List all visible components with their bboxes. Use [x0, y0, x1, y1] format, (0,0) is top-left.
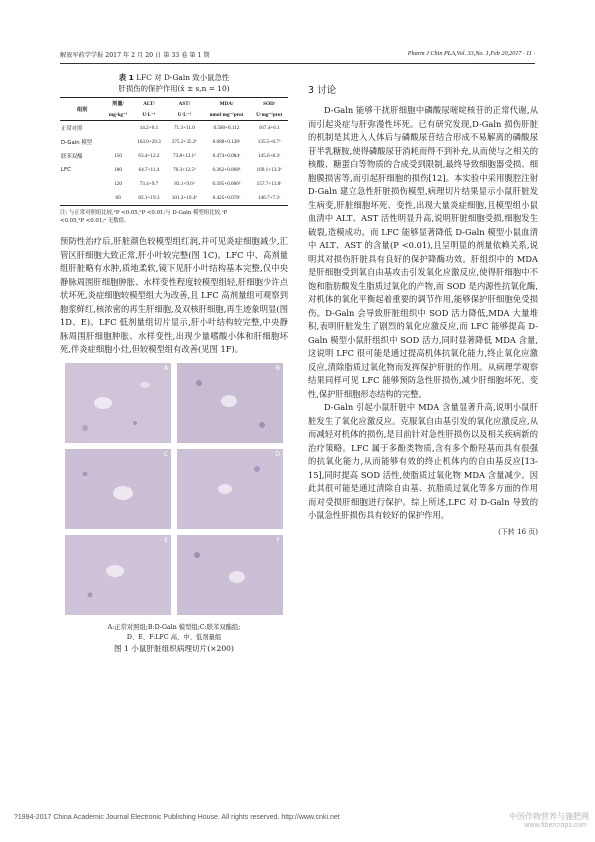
figure-panel-b	[177, 363, 283, 443]
cell-alt: 163.0+29.3	[137, 139, 161, 145]
cell-mda: 0.362+0.068ᵈ	[212, 167, 241, 173]
tissue-texture	[65, 535, 171, 615]
cell-group	[60, 191, 104, 206]
cell-sod: 146.7+7.3ᶜ	[250, 191, 288, 206]
cell-ast: 73.8+13.1ᵈ	[173, 153, 196, 159]
cell-alt: 82.1+19.3	[132, 191, 166, 206]
discussion-paragraph-1: D-Galn 能够干扰肝细胞中磷酸尿嘧啶核苷的正常代谢,从而引起炎症与肝弥漫性坏死。已有研究发现,D-Galn 损伤肝脏的机制是其进入人体后与磷酸尿苷结合形成不易解离的磷酸尿苷半乳糖胺,使得磷酸尿苷消耗而得不到补充,从而使与之相关的核酸、糖蛋白等物质的合成受到限制,最终导致细胞器受损、细胞膜损害等,而引起肝细胞的损伤[12]。本实验中采用腹腔注射 D-Galn 建立急性肝脏损伤模型,病理切片结果显示小鼠肝脏发生病变,肝脏细胞坏死、变性,出现大量炎症细胞,且模型组小鼠血清中 ALT、AST 活性明显升高,说明肝脏细胞受损,细胞发生破裂,造模成功。而 LFC 能够显著降低 D-Galn 模型小鼠血清中 ALT、AST 的含量(P <0.01),且呈明显的剂量依赖关系,说明其对损伤肝脏具有良好的保护降酶功效。肝组织中的 MDA 是肝细胞受到氧自由基攻击引发氧化应激反应,使得肝细胞中不饱和脂肪酸发生脂质过氧化的产物,而 SOD 是内源性抗氧化酶,对机体的氧化平衡起着重要的调节作用,能够保护肝细胞免受损伤。D-Galn 会导致肝脏组织中 SOD 活力降低,MDA 大量堆积,表明肝脏发生了剧烈的氧化应激反应,而 LFC 能够提高 D-Galn 模型小鼠肝组织中 SOD 活力,同时显著降低 MDA 含量,这说明 LFC 很可能是通过提高机体抗氧化能力,终止氧化应激反应,清除脂质过氧化物而发挥保护肝脏的作用。从病理学观察结果同样可见 LFC 能够预防急性肝损伤,减少肝细胞坏死、变性,保护肝细胞形态结构的完整。	[308, 105, 538, 399]
table-note	[60, 209, 288, 225]
figure-panel-a	[65, 363, 171, 443]
cell-group: D-Galn 模型	[61, 140, 93, 146]
cell-dose: 150	[114, 153, 122, 159]
th-group: 组别	[60, 98, 104, 121]
cell-alt: 14.2+6.1	[139, 125, 159, 131]
tissue-texture	[177, 535, 283, 615]
header-rule	[60, 63, 535, 64]
table-title-main: LFC 对 D-Galn 致小鼠急性	[136, 73, 230, 82]
cell-mda: 0.395+0.066ᵈ	[212, 181, 241, 187]
th-alt-unit: U·L⁻¹	[132, 109, 166, 121]
section-heading: 3 讨论	[308, 85, 337, 96]
table-row	[60, 135, 288, 149]
figure-subcaption-line2: D、E、F:LFC 高、中、低剂量组	[126, 633, 222, 641]
table-row	[60, 149, 288, 163]
th-mda: MDA/	[203, 98, 251, 110]
cell-group	[60, 177, 104, 191]
cell-dose	[104, 135, 131, 149]
table-title	[60, 72, 288, 94]
continued-note: (下转 16 页)	[498, 527, 538, 536]
cell-ast: 375.2+35.2ᵇ	[171, 139, 198, 145]
cell-mda: 0.474+0.084ᶜ	[212, 153, 241, 159]
copyright-line: ?1994-2017 China Academic Journal Electronic Publishing House. All rights reserved. http://www.cnki.net	[14, 814, 340, 821]
cell-alt: 64.7+11.4	[138, 167, 160, 173]
cell-mda: 0.425+0.078ᶜ	[203, 191, 251, 206]
figure-panel-e	[65, 535, 171, 615]
figure-caption: 图 1 小鼠肝脏组织病理切片(×200)	[114, 643, 234, 653]
th-ast-unit: U·L⁻¹	[166, 109, 203, 121]
right-column	[308, 72, 538, 537]
panel-letter: D	[275, 450, 280, 458]
cell-ast: 83.1+9.6ᵈ	[174, 181, 195, 187]
th-sod-unit: U·mg⁻¹prot	[250, 109, 288, 121]
cell-ast: 71.3+11.0	[173, 125, 195, 131]
tissue-texture	[177, 449, 283, 529]
cell-dose: 180	[114, 167, 122, 173]
table-row	[60, 191, 288, 206]
cell-sod: 135.5+8.7ᵇ	[257, 139, 281, 145]
discussion-paragraph-2: D-Galn 引起小鼠肝脏中 MDA 含量显著升高,说明小鼠肝脏发生了氧化应激反应。克服氧自由基引发的氧化应激反应,从而减轻对机体的损伤,是目前针对急性肝损伤以及相关疾病新的治疗策略。LFC 属于多酚类物质,含有多个酚羟基而具有很强的抗氧化能力,从而能够有效的终止机体内的自由基反应[13-15],同时提高 SOD 活性,使脂质过氧化物 MDA 含量减少。因此其很可能是通过清除自由基、抗脂质过氧化等多方面的作用而对受损肝细胞进行保护。综上所述,LFC 对 D-Galn 导致的小鼠急性肝损伤具有较好的保护作用。	[308, 402, 538, 520]
table-row	[60, 177, 288, 191]
figure-subcaption-line1: A:正常对照组;B:D-Galn 模型组;C:联苯双酯组;	[107, 623, 241, 631]
table-row	[60, 121, 288, 136]
table-note-line2: <0.05,ᵈP <0.01;ᵉ 无数值。	[60, 218, 130, 224]
panel-letter: B	[275, 364, 280, 372]
panel-letter: E	[164, 536, 168, 544]
th-alt: ALT/	[132, 98, 166, 110]
th-mda-unit: nmol·mg⁻¹prot	[203, 109, 251, 121]
th-dose: 剂量/	[104, 98, 131, 110]
cell-mda: 0.688+0.128ᵃ	[212, 139, 241, 145]
cell-alt: 63.4+12.2	[138, 153, 160, 159]
watermark-url: www.fibercrops.com	[524, 822, 587, 829]
cell-group: 联苯双酯	[61, 154, 83, 160]
th-sod: SOD/	[250, 98, 288, 110]
cell-group: 正常对照	[61, 126, 83, 132]
cell-sod: 157.7+13.8ᶜ	[256, 181, 282, 187]
figure-panel-c	[65, 449, 171, 529]
watermark-cn: 中国作物营养与施肥网	[509, 812, 589, 821]
panel-letter: F	[276, 536, 280, 544]
header-left: 解放军药学学报 2017 年 2 月 20 日 第 33 卷 第 1 期	[60, 52, 210, 59]
cell-ast: 76.3+12.5ᵈ	[173, 167, 196, 173]
panel-letter: C	[163, 450, 168, 458]
panel-letter: A	[163, 364, 168, 372]
cell-sod: 145.6+8.3ᶜ	[257, 153, 281, 159]
tissue-texture	[177, 363, 283, 443]
cell-sod: 167.4+6.1	[258, 125, 280, 131]
header-right: Pharm J Chin PLA,Vol. 33,No. 1,Feb 20,2017 · 11 ·	[407, 50, 535, 57]
figure-panel-f	[177, 535, 283, 615]
left-column	[60, 72, 288, 663]
cell-ast: 101.2+19.4ᵈ	[166, 191, 203, 206]
results-table	[60, 97, 288, 206]
cell-dose: 120	[114, 181, 122, 187]
cell-group: LFC	[61, 167, 71, 173]
left-body-paragraph: 预防性治疗后,肝脏颜色较模型组红润,并可见炎症细胞减少,汇管区肝细胞大致正常,肝小叶较完整(图 1C)。LFC 中、高剂量组肝脏略有水肿,质地柔软,镜下见肝小叶结构基本完整,仅中央静脉周围肝细胞肿胀、水样变性程度较模型组轻,肝细胞少许点状坏死,炎症细胞较模型组大为改善,且 LFC 高剂量组可观察到胞浆鲜红,核浓密的再生肝细胞,及双核肝细胞,再生迹象明显(图 1D、E)。LFC 低剂量组切片显示,肝小叶结构较完整,中央静脉周围肝细胞肿胀、水样变性,出现少量嗜酸小体和肝细胞坏死,伴炎症细胞小灶,但较模型组有改善(见图 1F)。	[60, 236, 288, 354]
table-row	[60, 163, 288, 177]
cell-dose: 60	[104, 191, 131, 206]
table-number: 表 1	[118, 73, 134, 82]
cell-sod: 169.1+13.3ᵈ	[256, 167, 282, 173]
th-dose-unit: mg·kg⁻¹	[104, 109, 131, 121]
page-footer	[14, 812, 589, 829]
table-note-line1: 注: 与正常对照组比较,ᵃP <0.05,ᵇP <0.01;与 D-Galn 模型组比较,ᶜP	[60, 210, 228, 216]
cell-mda: 0.500+0.112	[213, 125, 240, 131]
tissue-texture	[65, 363, 171, 443]
table-title-line2: 肝损伤的保护作用(x̄ ± s,n = 10)	[118, 84, 230, 93]
cell-alt: 73.4+9.7	[139, 181, 159, 187]
histology-figure	[65, 363, 283, 663]
tissue-texture	[65, 449, 171, 529]
th-ast: AST/	[166, 98, 203, 110]
cell-dose	[104, 121, 131, 136]
figure-panel-d	[177, 449, 283, 529]
figure-subcaption	[65, 623, 283, 643]
